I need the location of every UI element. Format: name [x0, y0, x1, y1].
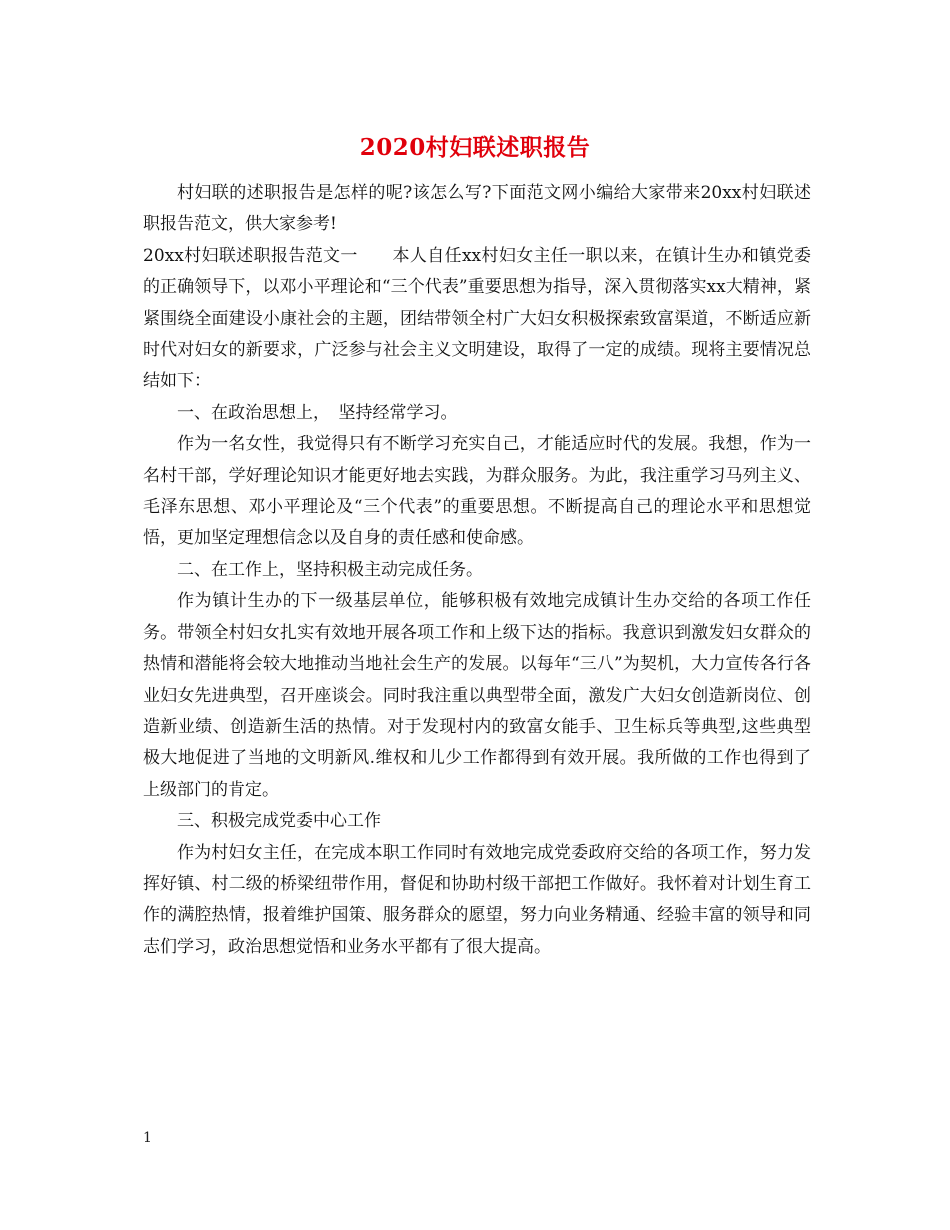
paragraph-section-2: 作为镇计生办的下一级基层单位，能够积极有效地完成镇计生办交给的各项工作任务。带领全村妇女扎实有效地开展各项工作和上级下达的指标。我意识到激发妇女群众的热情和潜能将会较大地推动当地社会生产的发展。以每年“三八”为契机，大力宣传各行各业妇女先进典型，召开座谈会。同时我注重以典型带全面，激发广大妇女创造新岗位、创造新业绩、创造新生活的热情。对于发现村内的致富女能手、卫生标兵等典型,这些典型极大地促进了当地的文明新风.维权和儿少工作都得到有效开展。我所做的工作也得到了上级部门的肯定。 [143, 591, 811, 800]
document-title: 2020村妇联述职报告 [359, 134, 591, 161]
section-heading-3: 三、积极完成党委中心工作 [177, 811, 381, 832]
paragraph-section-3: 作为村妇女主任，在完成本职工作同时有效地完成党委政府交给的各项工作，努力发挥好镇、村二级的桥梁纽带作用，督促和协助村级干部把工作做好。我怀着对计划生育工作的满腔热情，报着维护国策、服务群众的愿望，努力向业务精通、经验丰富的领导和同志们学习，政治思想觉悟和业务水平都有了很大提高。 [143, 842, 811, 957]
paragraph-intro: 村妇联的述职报告是怎样的呢?该怎么写?下面范文网小编给大家带来20xx村妇联述职报告范文，供大家参考! [143, 183, 811, 235]
section-heading-2: 二、在工作上，坚持积极主动完成任务。 [177, 559, 483, 580]
paragraph-section-1: 作为一名女性，我觉得只有不断学习充实自己，才能适应时代的发展。我想，作为一名村干部，学好理论知识才能更好地去实践，为群众服务。为此，我注重学习马列主义、毛泽东思想、邓小平理论及“三个代表”的重要思想。不断提高自己的理论水平和思想觉悟，更加坚定理想信念以及自身的责任感和使命感。 [143, 434, 811, 549]
paragraph-opening: 20xx村妇联述职报告范文一 本人自任xx村妇女主任一职以来，在镇计生办和镇党委的正确领导下，以邓小平理论和“三个代表”重要思想为指导，深入贯彻落实xx大精神，紧紧围绕全面建设小康社会的主题，团结带领全村广大妇女积极探索致富渠道，不断适应新时代对妇女的新要求，广泛参与社会主义文明建设，取得了一定的成绩。现将主要情况总结如下： [143, 245, 811, 392]
document-body [143, 178, 811, 963]
section-heading-1: 一、在政治思想上， 坚持经常学习。 [177, 402, 458, 423]
page-number: 1 [143, 1130, 152, 1146]
